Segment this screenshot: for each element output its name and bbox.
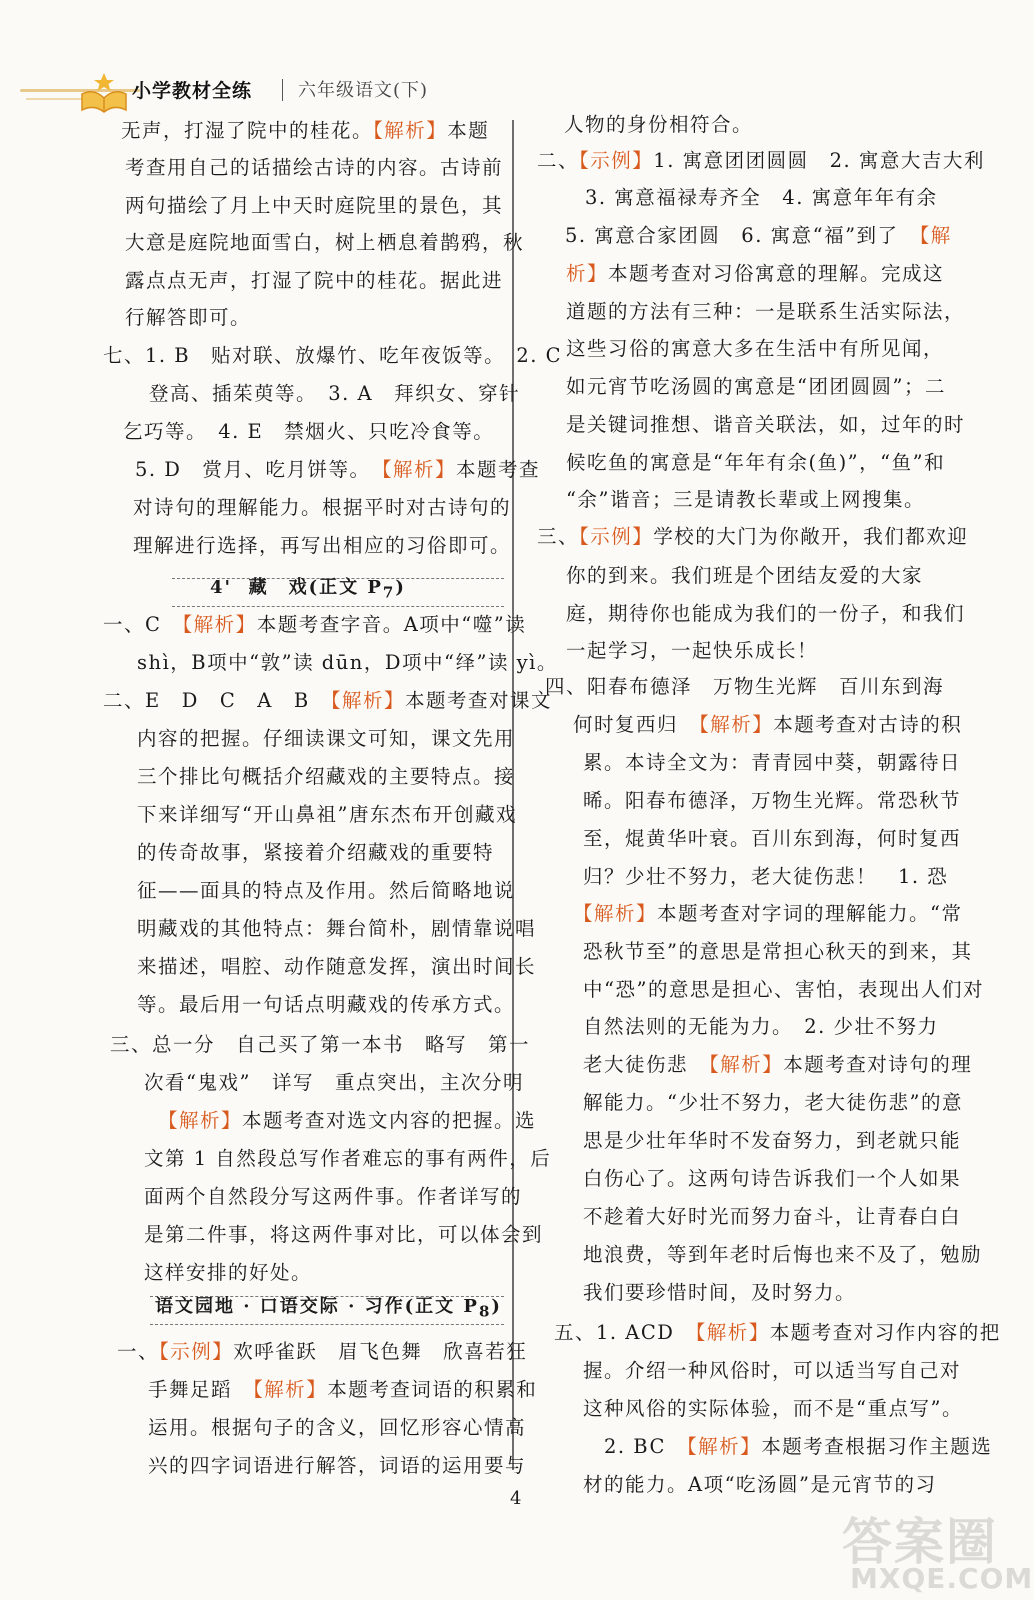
text-line	[148, 1375, 537, 1405]
text-line	[148, 1413, 526, 1443]
text-segment: 1. 寓意团团圆圆 2. 寓意大吉大利	[653, 149, 985, 172]
text-segment: 是关键词推想、谐音关联法，如，过年的时	[566, 413, 966, 436]
annotation-tag: 【示例】	[579, 525, 654, 548]
annotation-tag: 【解析】	[686, 1435, 762, 1458]
subject-label: 六年级语文(下)	[298, 80, 429, 101]
annotation-tag: 【解析】	[381, 458, 456, 481]
text-segment: 一、	[117, 1340, 160, 1363]
text-line	[103, 686, 552, 716]
text-segment: 本题考查	[455, 458, 540, 481]
annotation-tag: 【解析】	[373, 119, 448, 142]
text-line	[110, 1030, 530, 1060]
text-line	[144, 1182, 522, 1212]
text-segment: 本题考查对字词的理解能力。“常	[657, 902, 963, 925]
section-ref: (正文 P	[404, 1296, 479, 1317]
text-segment: 中“恐”的意思是担心、害怕，表现出人们对	[583, 978, 984, 1001]
header-divider	[282, 79, 283, 101]
text-line	[566, 334, 944, 364]
text-segment: 人物的身份相符合。	[564, 113, 754, 136]
text-segment: 至，焜黄华叶衰。百川东到海，何时复西	[583, 827, 962, 850]
section-ref-page: 7	[382, 583, 396, 602]
text-line	[125, 266, 503, 296]
text-segment: 地浪费，等到年老时后悔也来不及了，勉励	[583, 1243, 983, 1266]
text-segment: 自然法则的无能为力。 2. 少壮不努力	[583, 1015, 939, 1038]
section-title-yuwenyuandi	[155, 1292, 502, 1327]
text-line	[537, 522, 968, 552]
text-segment: 考查用自己的话描绘古诗的内容。古诗前	[125, 156, 504, 179]
text-line	[583, 786, 961, 816]
text-segment: 候吃鱼的寓意是“年年有余(鱼)”，“鱼”和	[566, 451, 946, 474]
text-segment: 我们要珍惜时间，及时努力。	[583, 1281, 857, 1304]
text-segment: 5. 寓意合家团圆 6. 寓意“福”到了	[565, 224, 920, 247]
text-line	[133, 531, 511, 561]
text-line	[583, 862, 948, 892]
text-line	[137, 648, 558, 678]
text-segment: 庭，期待你也能成为我们的一份子，和我们	[566, 602, 966, 625]
page-number: 4	[510, 1488, 522, 1509]
text-segment: 归？少壮不努力，老大徒伤悲！ 1. 恐	[583, 865, 949, 888]
text-line	[103, 341, 562, 371]
text-segment: 5. D 赏月、吃月饼等。	[135, 458, 382, 481]
text-line	[583, 1240, 982, 1270]
text-line	[583, 1356, 961, 1386]
text-segment: 登高、插茱萸等。 3. A 拜织女、穿针	[149, 382, 521, 405]
text-segment: 露点点无声，打湿了院中的桂花。据此进	[125, 269, 504, 292]
text-segment: 三、总一分 自己买了第一本书 略写 第一	[110, 1033, 531, 1056]
text-segment: shì，B项中“敦”读 dūn，D项中“绎”读 yì。	[137, 651, 558, 674]
text-line	[566, 410, 965, 440]
text-line	[564, 110, 753, 140]
text-segment: 本题考查对习俗寓意的理解。完成这	[608, 262, 945, 285]
text-segment: 兴的四字词语进行解答，词语的运用要与	[148, 1454, 527, 1477]
watermark-title: 答案圈	[842, 1513, 998, 1571]
text-line	[133, 493, 511, 523]
text-segment: 对诗句的理解能力。根据平时对古诗句的	[133, 496, 512, 519]
text-segment: 二、	[537, 149, 580, 172]
text-segment: 道题的方法有三种：一是联系生活实际法，	[566, 300, 966, 323]
text-segment: 等。最后用一句话点明藏戏的传承方式。	[137, 993, 516, 1016]
text-segment: 材的能力。A项“吃汤圆”是元宵节的习	[583, 1473, 937, 1496]
text-segment: 面两个自然段分写这两件事。作者详写的	[144, 1185, 523, 1208]
text-line	[137, 724, 515, 754]
text-line	[158, 1106, 536, 1136]
text-segment: 内容的把握。仔细读课文可知，课文先用	[137, 727, 516, 750]
section-ref-page: 8	[478, 1302, 492, 1321]
text-line	[585, 183, 938, 213]
text-line	[125, 191, 503, 221]
text-line	[117, 1337, 527, 1367]
text-segment: 是第二件事，将这两件事对比，可以体会到	[144, 1223, 544, 1246]
text-line	[583, 1470, 937, 1500]
text-line	[135, 455, 540, 485]
text-segment: 本题考查对古诗的积	[773, 713, 963, 736]
text-segment: 本题考查对诗句的理	[783, 1053, 973, 1076]
text-line	[137, 990, 515, 1020]
text-line	[125, 228, 524, 258]
text-line	[121, 116, 489, 146]
text-segment: 何时复西归	[573, 713, 700, 736]
text-segment: 本题考查对习作内容的把	[769, 1321, 1001, 1344]
text-segment: 这种风俗的实际体验，而不是“重点写”。	[583, 1397, 963, 1420]
section-ref-close: )	[491, 1296, 502, 1317]
text-segment: 征——面具的特点及作用。然后简略地说	[137, 879, 516, 902]
text-line	[583, 975, 984, 1005]
column-divider	[512, 120, 514, 1470]
text-segment: 三个排比句概括介绍藏戏的主要特点。接	[137, 765, 516, 788]
text-segment: 恐秋节至”的意思是常担心秋天的到来，其	[583, 940, 973, 963]
text-segment: 晞。阳春布德泽，万物生光辉。常恐秋节	[583, 789, 962, 812]
text-segment: 本题考查对选文内容的把握。选	[242, 1109, 537, 1132]
text-line	[144, 1068, 524, 1098]
text-line	[137, 952, 536, 982]
annotation-tag: 【解析】	[709, 1053, 784, 1076]
text-segment: 的传奇故事，紧接着介绍藏戏的重要特	[137, 841, 495, 864]
text-segment: 解能力。“少壮不努力，老大徒伤悲”的意	[583, 1091, 963, 1114]
text-line	[583, 1164, 961, 1194]
text-line	[144, 1220, 543, 1250]
text-line	[566, 599, 965, 629]
text-line	[583, 1126, 961, 1156]
annotation-tag: 【示例】	[159, 1340, 234, 1363]
text-segment: 大意是庭院地面雪白，树上栖息着鹊鸦，秋	[125, 231, 525, 254]
annotation-tag: 【解析】	[699, 713, 774, 736]
section-rule-bottom	[150, 1324, 504, 1325]
text-line	[137, 838, 494, 868]
text-line	[583, 1202, 961, 1232]
text-segment: 本题	[447, 119, 490, 142]
watermark	[842, 1502, 1034, 1598]
text-segment: 欢呼雀跃 眉飞色舞 欣喜若狂	[233, 1340, 528, 1363]
text-segment: 你的到来。我们班是个团结友爱的大家	[566, 564, 924, 587]
text-segment: 这些习俗的寓意大多在生活中有所见闻，	[566, 337, 945, 360]
text-segment: 行解答即可。	[125, 306, 252, 329]
section-number: 4	[210, 577, 225, 598]
annotation-tag: 【示例】	[579, 149, 654, 172]
text-segment: 如元宵节吃汤圆的寓意是“团团圆圆”；二	[566, 375, 946, 398]
text-segment: 来描述，唱腔、动作随意发挥，演出时间长	[137, 955, 537, 978]
text-line	[137, 914, 536, 944]
text-segment: 手舞足蹈	[148, 1378, 254, 1401]
text-line	[125, 303, 251, 333]
text-segment: 这样安排的好处。	[144, 1261, 313, 1284]
text-segment: 二、E D C A B	[103, 689, 331, 712]
section-title-zangxi: 4' 藏 戏(正文 $P_7$)	[210, 577, 406, 602]
text-line	[573, 899, 963, 929]
text-segment: 两句描绘了月上中天时庭院里的景色，其	[125, 194, 504, 217]
text-line	[566, 485, 925, 515]
text-segment: 本题考查词语的积累和	[327, 1378, 538, 1401]
text-line	[137, 876, 515, 906]
text-line	[583, 1278, 856, 1308]
text-segment: 学校的大门为你敞开，我们都欢迎	[653, 525, 969, 548]
text-line	[149, 379, 520, 409]
text-segment: 思是少壮年华时不发奋努力，到老就只能	[583, 1129, 962, 1152]
text-segment: 不趁着大好时光而努力奋斗，让青春白白	[583, 1205, 962, 1228]
text-segment: 一、C	[103, 613, 183, 636]
text-line	[144, 1144, 551, 1174]
text-segment: 理解进行选择，再写出相应的习俗即可。	[133, 534, 512, 557]
section-name: 藏 戏	[248, 577, 309, 598]
section-ref: (正文 P	[308, 577, 383, 598]
text-line	[125, 153, 503, 183]
text-segment: 累。本诗全文为：青青园中葵，朝露待日	[583, 751, 962, 774]
section-name: 语文园地 · 口语交际 · 习作	[155, 1296, 405, 1317]
annotation-tag: 【解析】	[330, 689, 405, 712]
text-line	[137, 762, 515, 792]
text-line	[583, 1012, 939, 1042]
watermark-url: MXQE.COM	[850, 1562, 1034, 1595]
text-line	[148, 1451, 526, 1481]
text-line	[583, 824, 961, 854]
text-line	[566, 636, 818, 666]
text-line	[583, 748, 961, 778]
text-segment: 七、1. B 贴对联、放爆竹、吃年夜饭等。 2. C	[103, 344, 563, 367]
text-segment: “余”谐音；三是请教长辈或上网搜集。	[566, 488, 925, 511]
text-segment: 3. 寓意福禄寿齐全 4. 寓意年年有余	[585, 186, 938, 209]
text-segment: 本题考查字音。A项中“噬”读	[256, 613, 527, 636]
annotation-tag: 【解析】	[253, 1378, 328, 1401]
text-segment: 本题考查根据习作主题选	[761, 1435, 993, 1458]
text-line	[144, 1258, 312, 1288]
text-segment: 文第 1 自然段总写作者难忘的事有两件，后	[144, 1147, 552, 1170]
text-segment: 五、1. ACD	[554, 1321, 696, 1344]
text-segment: 下来详细写“开山鼻祖”唐东杰布开创藏戏	[137, 803, 517, 826]
annotation-tag: 【解析】	[573, 902, 658, 925]
text-segment: 乞巧等。 4. E 禁烟火、只吃冷食等。	[123, 420, 495, 443]
text-segment: 三、	[537, 525, 580, 548]
text-segment: 次看“鬼戏” 详写 重点突出，主次分明	[144, 1071, 524, 1094]
text-line	[573, 710, 962, 740]
text-segment: 老大徒伤悲	[583, 1053, 710, 1076]
text-segment: 运用。根据句子的含义，回忆形容心情高	[148, 1416, 527, 1439]
text-line	[566, 448, 945, 478]
annotation-tag: 【解析】	[158, 1109, 243, 1132]
annotation-tag: 【解析】	[695, 1321, 770, 1344]
text-segment: 2. BC	[604, 1435, 687, 1458]
text-line	[604, 1432, 992, 1462]
brand-title: 小学教材全练	[132, 80, 253, 102]
text-segment: 明藏戏的其他特点：舞台简朴，剧情靠说唱	[137, 917, 537, 940]
text-segment: 握。介绍一种风俗时，可以适当写自己对	[583, 1359, 962, 1382]
text-line	[583, 1088, 963, 1118]
text-line	[545, 672, 944, 702]
text-segment: 无声，打湿了院中的桂花。	[121, 119, 374, 142]
text-line	[566, 297, 965, 327]
section-ref-close: )	[395, 577, 406, 598]
text-line	[583, 1050, 972, 1080]
text-segment: 四、阳春布德泽 万物生光辉 百川东到海	[545, 675, 945, 698]
annotation-tag: 析】	[566, 262, 609, 285]
section-rule-bottom	[172, 606, 504, 607]
text-line	[554, 1318, 1001, 1348]
text-line	[103, 610, 526, 640]
page-header	[20, 62, 1020, 122]
text-line	[583, 1394, 963, 1424]
text-line	[566, 561, 923, 591]
annotation-tag: 【解析】	[182, 613, 257, 636]
text-line	[583, 937, 972, 967]
text-segment: 白伤心了。这两句诗告诉我们一个人如果	[583, 1167, 962, 1190]
open-book-logo-icon	[78, 70, 130, 114]
text-line	[566, 259, 944, 289]
text-line	[537, 146, 985, 176]
text-line	[137, 800, 517, 830]
text-line	[566, 372, 946, 402]
text-line	[565, 221, 952, 251]
text-segment: 本题考查对课文	[404, 689, 552, 712]
annotation-tag: 【解	[919, 224, 952, 247]
text-line	[123, 417, 494, 447]
text-segment: 一起学习，一起快乐成长！	[566, 639, 819, 662]
